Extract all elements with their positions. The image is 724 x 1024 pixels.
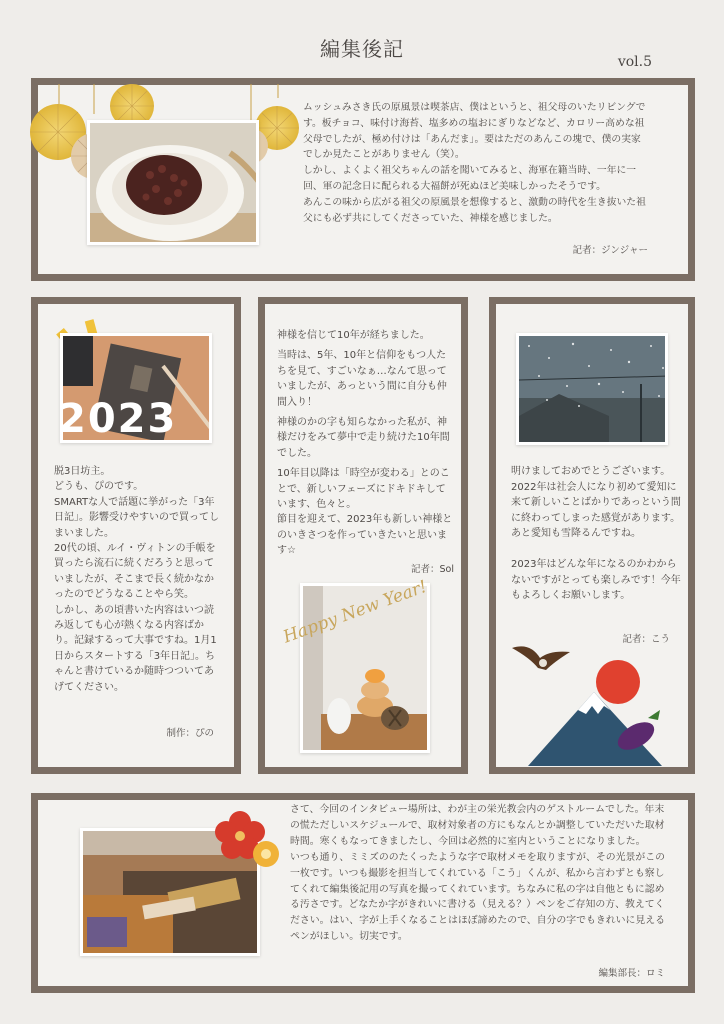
volume-label: vol.5 xyxy=(617,54,652,70)
top-article-text xyxy=(303,100,649,226)
plum-blossom-decoration xyxy=(214,806,284,876)
author-credit: 制作：ぴの xyxy=(166,728,214,739)
paragraph: 神様を信じて10年が経ちました。 xyxy=(277,330,430,341)
paragraph: 10年目以降は「時空が変わる」とのことで、新しいフェーズにドキドキしています、色々と。 xyxy=(277,468,450,511)
paragraph: 脱3日坊主。 xyxy=(54,466,111,477)
paragraph: 明けましておめでとうございます。2022年は社会人になり初めて愛知に来て新しいことばかりであっという間に終わってしまった感覚があります。 xyxy=(511,466,681,524)
hawk-icon xyxy=(512,646,570,670)
paragraph: SMARTな人で話題に挙がった「3年日記」。影響受けやすいので買ってしまいました。 xyxy=(54,496,219,539)
paragraph: さて、今回のインタビュー場所は、わが主の栄光教会内のゲストルームでした。年末の慌ただしいスケジュールで、取材対象者の方にもなんとか調整していただいた取材時間。寒くもなってきましたし、今回は必然的に室内ということになりました。 xyxy=(290,804,665,847)
author-credit: 記者：こう xyxy=(622,634,670,645)
paragraph: いつも通り、ミミズののたくったような字で取材メモを取りますが、その光景がこの一枚です。いつも撮影を担当してくれている「こう」くんが、私から言わずとも察してくれて編集後記用の写真を撮ってくれています。ちなみに私の字は自他ともに認める汚さです。どなたか字がきれいに書ける（見える？）ペンをご存知の方、教えてください。はい、字が上手くなることはほぼ諦めたので、自分の字でもきれいに見えるペンがほしい。切実です。 xyxy=(290,851,666,943)
paragraph: どうも、ぴのです。 xyxy=(54,481,144,493)
paragraph: 神様のかの字も知らなかった私が、神様だけをみて夢中で走り続けた10年間でした。 xyxy=(277,417,450,459)
bottom-article-text xyxy=(290,802,666,945)
paragraph: あと愛知も雪降るんですね。 xyxy=(511,528,641,540)
paragraph: 節目を迎えて、2023年も新しい神様とのいきさつを作っていきたいと思います☆ xyxy=(277,514,453,557)
paragraph: しかし、よくよく祖父ちゃんの話を聞いてみると、海軍在籍当時、一年に一回、軍の記念日に配られる大福餅が死ぬほど美味しかったそうです。 xyxy=(303,165,637,192)
author-credit: 記者：ジンジャー xyxy=(572,245,648,256)
author-credit: 編集部長：ロミ xyxy=(598,968,665,979)
happy-new-year-handwriting: Happy New Year! xyxy=(280,576,430,648)
paragraph: ムッシュみさき氏の原風景は喫茶店、僕はというと、祖父母のいたリビングです。板チョコ、味付け海苔、塩多めの塩おにぎりなどなど、カロリー高めな祖父母でしたが、極め付けは「あんだま」。要はただのあんこの塊で、僕の実家でしか見たことがありません（笑）。 xyxy=(303,102,646,161)
small-flower-icon xyxy=(253,841,279,867)
column-3-text xyxy=(511,464,681,604)
sun-icon xyxy=(596,660,640,704)
paragraph: しかし、あの頃書いた内容はいつ読み返しても心が熱くなる内容ばかり。記録するって大事ですね。1月1日からスタートする「3年日記」。ちゃんと書けているか随時つついてあげてください。 xyxy=(54,604,217,693)
paragraph: 当時は、5年、10年と信仰をもつ人たちを見て、すごいなぁ…なんて思っていましたが、あっという間に自分も仲間入り！ xyxy=(277,350,447,408)
anko-bowl-image xyxy=(90,123,259,245)
paragraph: 20代の頃、ルイ・ヴィトンの手帳を買ったら流石に続くだろうと思っていましたが、そこまで長く続かなかったのでどうなることやら笑。 xyxy=(54,543,216,601)
fuji-hawk-eggplant-illustration xyxy=(508,640,673,768)
column-2-text xyxy=(277,328,453,559)
page-title: 編集後記 xyxy=(320,37,404,61)
author-credit: 記者：Sol xyxy=(411,564,454,575)
paragraph xyxy=(511,542,681,557)
snow-photo xyxy=(516,333,668,445)
paragraph: 2023年はどんな年になるのかわからないですがとっても楽しみです！今年もよろしくお願いします。 xyxy=(511,558,681,602)
snowy-town-image xyxy=(519,336,668,445)
column-1-text xyxy=(54,464,222,695)
paragraph: あんこの味から広がる祖父の原風景を想像すると、激動の時代を生き抜いた祖父にも必ず共にしてくださっていた、神様を感じました。 xyxy=(303,196,646,224)
anko-photo xyxy=(87,120,259,245)
year-2023-label: 2023 xyxy=(58,396,178,442)
